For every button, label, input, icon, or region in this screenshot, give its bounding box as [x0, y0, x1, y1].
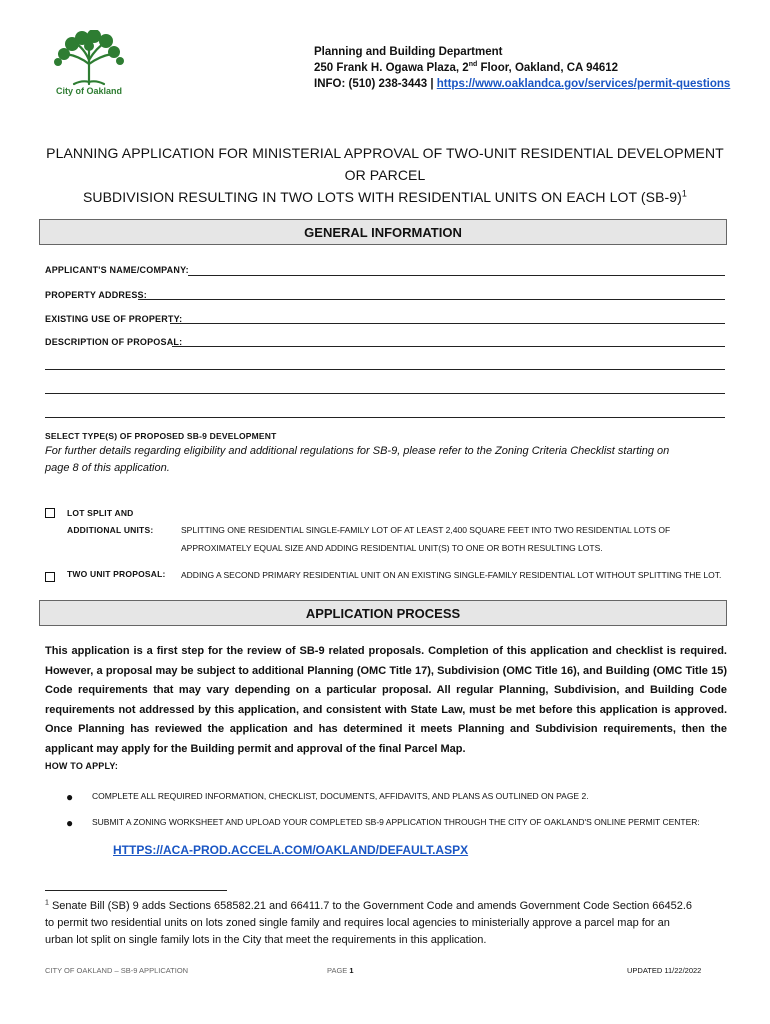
- page-number: 1: [349, 966, 354, 975]
- application-process-paragraph: This application is a first step for the review of SB-9 related proposals. Completion of this application and checklist is required. However, a proposal may be subject to additional Planning (OMC Title 17), Subdivision (OMC Title 16), and Building (OMC Title 15) Code requirements that may vary depending on a particular proposal. All regular Planning, Subdivision, and Building Code requirements not addressed by this application, and consistent with State Law, must be met before this application is approved. Once Planning has reviewed the application and has determined it meets Planning and Subdivision requirements, then the applicant may apply for the Building permit and approval of the final Parcel Map.: [45, 645, 727, 755]
- department-contact: INFO: (510) 238-3443 | https://www.oaklandca.gov/services/permit-questions: [314, 78, 731, 90]
- application-process-heading: APPLICATION PROCESS: [39, 600, 727, 626]
- two-unit-checkbox[interactable]: [45, 569, 55, 587]
- footnote-divider: [45, 890, 227, 891]
- title-footnote-mark: 1: [681, 188, 688, 199]
- lot-split-description: SPLITTING ONE RESIDENTIAL SINGLE-FAMILY LOT OF AT LEAST 2,400 SQUARE FEET INTO TWO RESIDENTIAL LOTS OF APPROXIMATELY EQUAL SIZE AND ADDING RESIDENTIAL UNIT(S) TO ONE OR BOTH RESULTING LOTS.: [181, 525, 671, 553]
- applicant-name-label: APPLICANT'S NAME/COMPANY:: [45, 265, 189, 275]
- checkbox-icon: [45, 508, 55, 518]
- description-field-line-3[interactable]: [45, 393, 725, 394]
- logo-caption: City of Oakland: [55, 86, 122, 96]
- department-address: 250 Frank H. Ogawa Plaza, 2nd Floor, Oakland, CA 94612: [314, 61, 619, 74]
- existing-use-label: EXISTING USE OF PROPERTY:: [45, 314, 183, 324]
- description-field[interactable]: [172, 346, 725, 347]
- footnote-mark: 1: [45, 899, 49, 907]
- bullet-icon: ●: [66, 816, 74, 830]
- title-line-1: PLANNING APPLICATION FOR MINISTERIAL APPROVAL OF TWO-UNIT RESIDENTIAL DEVELOPMENT OR PARCEL: [46, 145, 724, 183]
- oak-tree-icon: [44, 30, 134, 86]
- property-address-field[interactable]: [138, 299, 725, 300]
- select-type-heading: SELECT TYPE(S) OF PROPOSED SB-9 DEVELOPMENT: [45, 431, 277, 441]
- lot-split-label: LOT SPLIT AND ADDITIONAL UNITS:: [67, 508, 154, 535]
- footer-updated: UPDATED 11/22/2022: [627, 966, 702, 975]
- footer-left: CITY OF OAKLAND – SB-9 APPLICATION: [45, 966, 189, 975]
- applicant-name-field[interactable]: [188, 275, 725, 276]
- lot-split-checkbox[interactable]: [45, 505, 55, 523]
- general-information-heading: GENERAL INFORMATION: [39, 219, 727, 245]
- property-address-label: PROPERTY ADDRESS:: [45, 290, 147, 300]
- two-unit-label: TWO UNIT PROPOSAL:: [67, 569, 166, 579]
- description-field-line-4[interactable]: [45, 417, 725, 418]
- existing-use-field[interactable]: [170, 323, 725, 324]
- select-type-note: For further details regarding eligibility and additional regulations for SB-9, please refer to the Zoning Criteria Checklist starting on page 8 of this application.: [45, 445, 670, 474]
- accela-permit-link[interactable]: HTTPS://ACA-PROD.ACCELA.COM/OAKLAND/DEFAULT.ASPX: [113, 843, 469, 857]
- department-name: Planning and Building Department: [314, 46, 503, 58]
- checkbox-icon: [45, 572, 55, 582]
- description-label: DESCRIPTION OF PROPOSAL:: [45, 337, 183, 347]
- department-info: [314, 44, 730, 92]
- how-to-apply-heading: HOW TO APPLY:: [45, 761, 119, 771]
- permit-questions-link[interactable]: https://www.oaklandca.gov/services/permit-questions: [436, 78, 731, 90]
- footnote: $^1$ Senate Bill (SB) 9 adds Sections 658582.21 and 66411.7 to the Government Code and amends Government Code Section 66452.6 to permit two residential units on lots zoned single family and requires local agencies to ministerially approve a parcel map for an urban lot split on single family lots in the City that meet the requirements in this application.: [45, 899, 693, 946]
- two-unit-description: ADDING A SECOND PRIMARY RESIDENTIAL UNIT ON AN EXISTING SINGLE-FAMILY RESIDENTIAL LOT WITHOUT SPLITTING THE LOT.: [181, 570, 722, 580]
- document-title: [40, 142, 730, 208]
- apply-step-1: COMPLETE ALL REQUIRED INFORMATION, CHECKLIST, DOCUMENTS, AFFIDAVITS, AND PLANS AS OUTLINED ON PAGE 2.: [92, 791, 589, 801]
- city-logo: [44, 30, 144, 102]
- title-line-2: SUBDIVISION RESULTING IN TWO LOTS WITH RESIDENTIAL UNITS ON EACH LOT $(SB-9)^1$: [82, 188, 688, 205]
- bullet-icon: ●: [66, 790, 74, 804]
- footer-page: PAGE 1: [327, 966, 354, 975]
- apply-step-2: SUBMIT A ZONING WORKSHEET AND UPLOAD YOUR COMPLETED SB-9 APPLICATION THROUGH THE CITY OF OAKLAND'S ONLINE PERMIT CENTER:: [92, 817, 700, 827]
- description-field-line-2[interactable]: [45, 369, 725, 370]
